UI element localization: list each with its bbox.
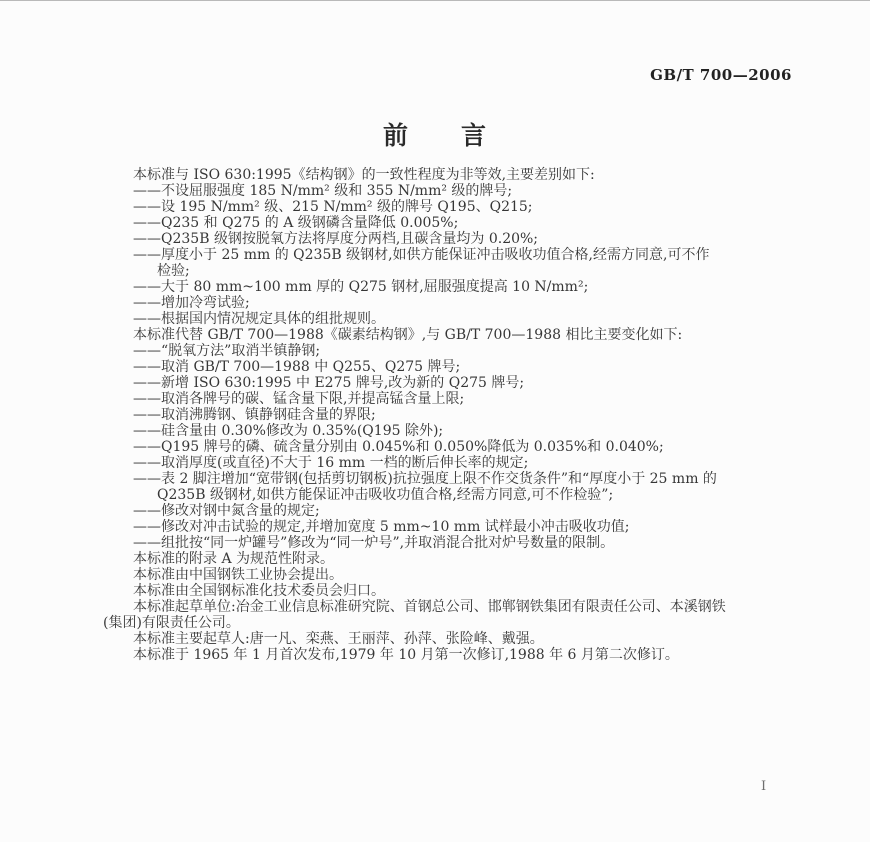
text-line: 本标准由全国钢标准化技术委员会归口。 bbox=[133, 583, 385, 599]
text-line: ——Q235 和 Q275 的 A 级钢磷含量降低 0.005%; bbox=[133, 215, 459, 231]
text-line: 本标准由中国钢铁工业协会提出。 bbox=[133, 567, 343, 583]
page-top-edge bbox=[0, 0, 870, 1]
text-line: ——大于 80 mm~100 mm 厚的 Q275 钢材,屈服强度提高 10 N/mm²; bbox=[133, 279, 589, 295]
text-line: 本标准于 1965 年 1 月首次发布,1979 年 10 月第一次修订,1988 年 6 月第二次修订。 bbox=[133, 647, 679, 663]
text-line: 本标准的附录 A 为规范性附录。 bbox=[133, 551, 335, 567]
text-line: ——“脱氧方法”取消半镇静钢; bbox=[133, 343, 321, 359]
text-line: ——增加冷弯试验; bbox=[133, 295, 250, 311]
text-line: ——取消沸腾钢、镇静钢硅含量的界限; bbox=[133, 407, 376, 423]
text-line: ——硅含量由 0.30%修改为 0.35%(Q195 除外); bbox=[133, 423, 444, 439]
page-number: I bbox=[761, 779, 767, 794]
text-line: ——组批按“同一炉罐号”修改为“同一炉号”,并取消混合批对炉号数量的限制。 bbox=[133, 535, 615, 551]
foreword-content bbox=[103, 167, 803, 663]
text-line: 本标准起草单位:冶金工业信息标准研究院、首钢总公司、邯郸钢铁集团有限责任公司、本溪钢铁 bbox=[133, 599, 726, 615]
text-line: ——取消 GB/T 700—1988 中 Q255、Q275 牌号; bbox=[133, 359, 461, 375]
foreword-title: 前 言 bbox=[382, 121, 487, 150]
text-line: ——取消厚度(或直径)不大于 16 mm 一档的断后伸长率的规定; bbox=[133, 455, 529, 471]
text-line: ——厚度小于 25 mm 的 Q235B 级钢材,如供方能保证冲击吸收功值合格,经需方同意,可不作 bbox=[133, 247, 710, 263]
text-line: (集团)有限责任公司。 bbox=[103, 615, 240, 631]
standard-number: GB/T 700—2006 bbox=[650, 66, 792, 84]
text-line: ——Q195 牌号的磷、硫含量分别由 0.045%和 0.050%降低为 0.035%和 0.040%; bbox=[133, 439, 664, 455]
text-line: ——Q235B 级钢按脱氧方法将厚度分两档,且碳含量均为 0.20%; bbox=[133, 231, 539, 247]
text-line: 本标准主要起草人:唐一凡、栾燕、王丽萍、孙萍、张险峰、戴强。 bbox=[133, 631, 544, 647]
text-line: 本标准代替 GB/T 700—1988《碳素结构钢》,与 GB/T 700—1988 相比主要变化如下: bbox=[133, 327, 683, 343]
text-line: Q235B 级钢材,如供方能保证冲击吸收功值合格,经需方同意,可不作检验”; bbox=[157, 487, 614, 503]
text-line: ——表 2 脚注增加“宽带钢(包括剪切钢板)抗拉强度上限不作交货条件”和“厚度小于 25 mm 的 bbox=[133, 471, 717, 487]
text-line: ——不设屈服强度 185 N/mm² 级和 355 N/mm² 级的牌号; bbox=[133, 183, 513, 199]
text-line: ——新增 ISO 630:1995 中 E275 牌号,改为新的 Q275 牌号; bbox=[133, 375, 525, 391]
text-line: ——修改对冲击试验的规定,并增加宽度 5 mm~10 mm 试样最小冲击吸收功值; bbox=[133, 519, 630, 535]
text-line: ——修改对钢中氮含量的规定; bbox=[133, 503, 320, 519]
text-line: 检验; bbox=[157, 263, 190, 279]
text-line: ——根据国内情况规定具体的组批规则。 bbox=[133, 311, 385, 327]
text-line: 本标准与 ISO 630:1995《结构钢》的一致性程度为非等效,主要差别如下: bbox=[133, 167, 595, 183]
text-line: ——设 195 N/mm² 级、215 N/mm² 级的牌号 Q195、Q215; bbox=[133, 199, 533, 215]
text-line: ——取消各牌号的碳、锰含量下限,并提高锰含量上限; bbox=[133, 391, 465, 407]
